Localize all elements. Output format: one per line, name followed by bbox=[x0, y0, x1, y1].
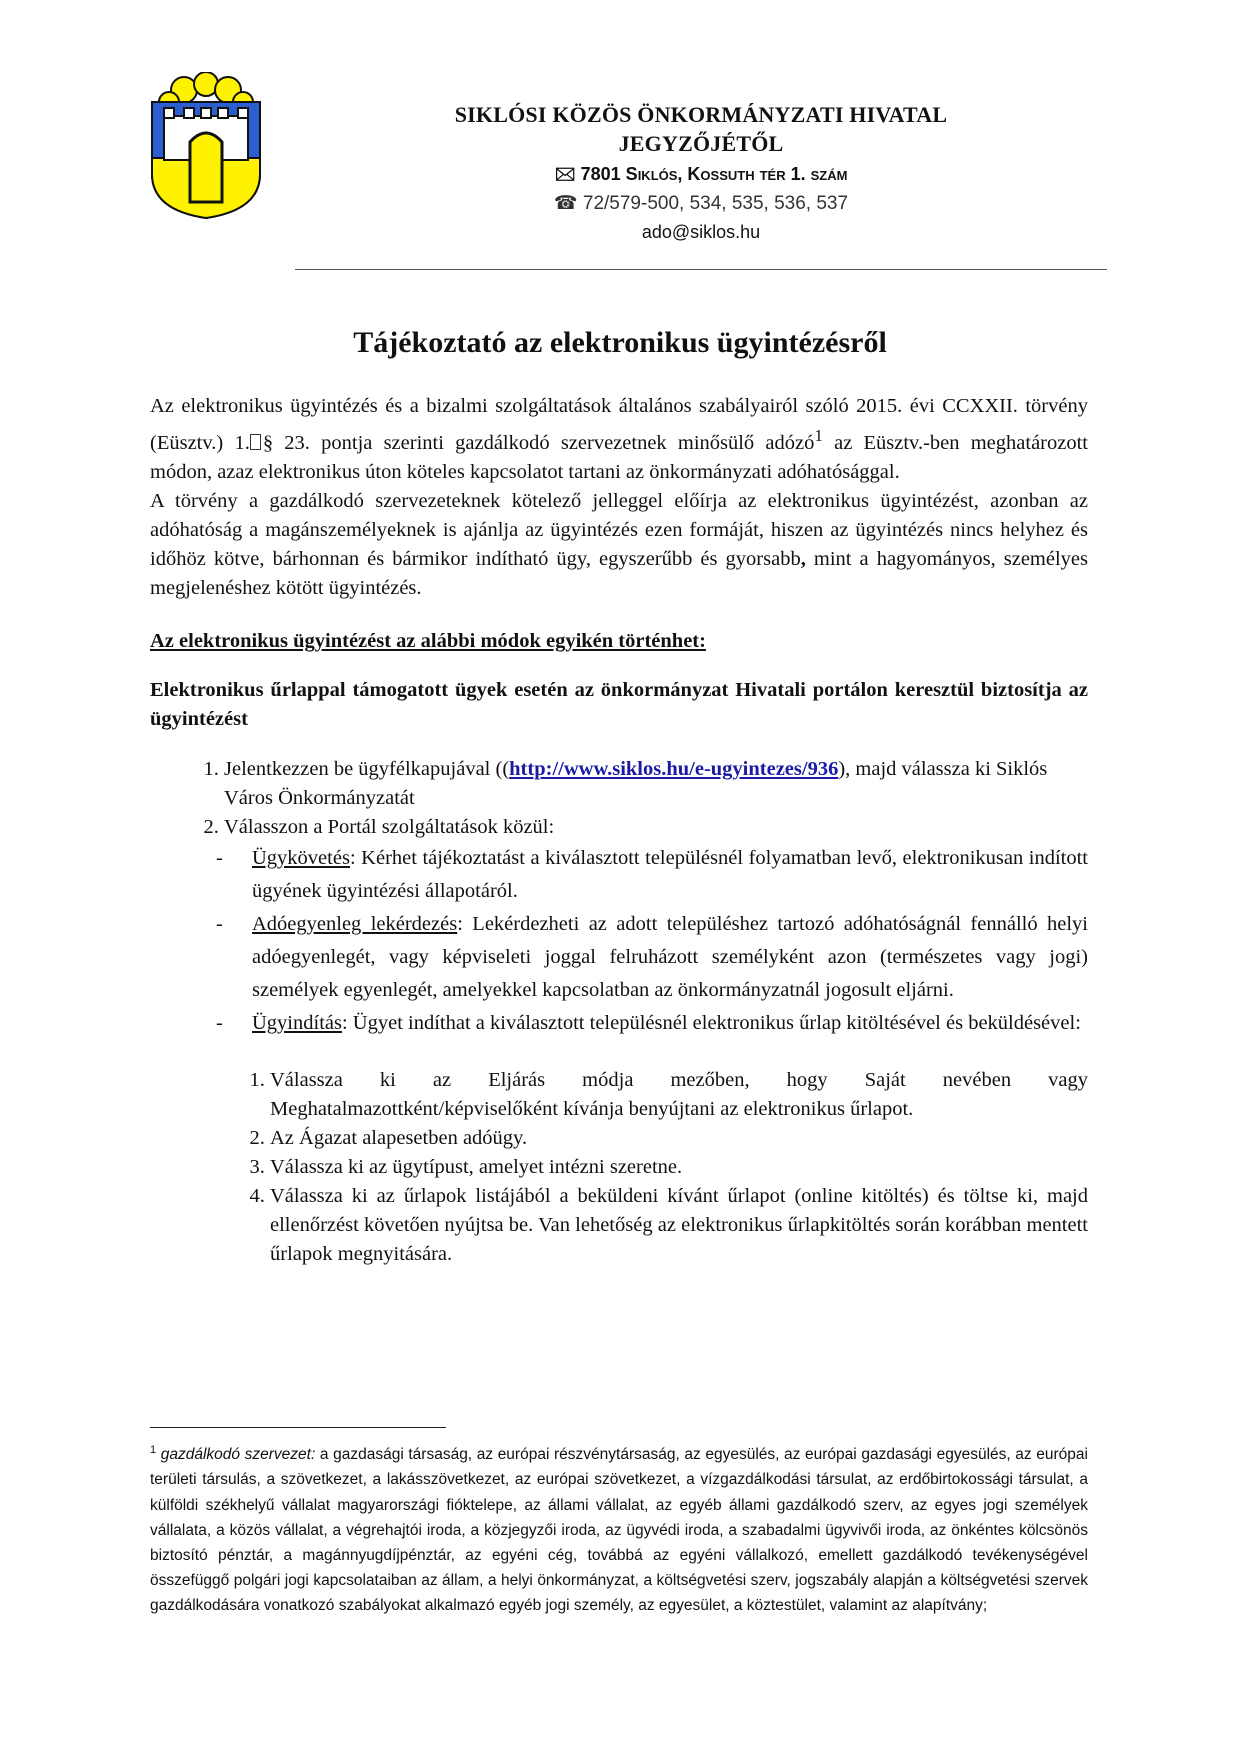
footnote-term: gazdálkodó szervezet: bbox=[160, 1446, 316, 1464]
footnote-mark: 1 bbox=[150, 1444, 157, 1456]
intro-paragraph-1: Az elektronikus ügyintézés és a bizalmi szolgáltatások általános szabályairól szóló 2015. évi CCXXII. törvény (Eüsztv.) 1. § 23. pontja szerinti gazdálkodó szervezetnek minősülő adózó$^1$ az Eüsztv.-ben meghatározott módon, azaz elektronikus úton köteles kapcsolatot tartani az önkormányzati adóhatósággal. bbox=[150, 395, 1088, 483]
header-divider bbox=[295, 269, 1107, 270]
footnote-ref[interactable]: 1 bbox=[814, 426, 823, 445]
step-1: 1. Jelentkezzen be ügyfélkapujával ((http://www.siklos.hu/e-ugyintezes/936), majd válassza ki Siklós Város Önkormányzatát bbox=[224, 755, 1088, 813]
service-ugykovetes: - Ügykövetés: Kérhet tájékoztatást a kiválasztott településnél folyamatban levő, elektronikusan indított ügyének ügyintézési állapotáról. bbox=[216, 846, 1088, 902]
coat-of-arms-logo bbox=[150, 72, 262, 220]
footnote bbox=[150, 1438, 1088, 1619]
services-list bbox=[216, 842, 1088, 1040]
letterhead bbox=[295, 100, 1107, 247]
telephone-icon: ☎ bbox=[553, 193, 578, 214]
page-title: Tájékoztató az elektronikus ügyintézésről bbox=[353, 326, 887, 359]
missing-glyph-box bbox=[250, 434, 261, 450]
footnote-divider bbox=[150, 1427, 446, 1428]
address-text: 7801 Siklós, Kossuth tér 1. szám bbox=[580, 164, 848, 184]
phone-text: 72/579-500, 534, 535, 536, 537 bbox=[582, 193, 849, 214]
envelope-icon: 🖂 bbox=[554, 164, 576, 184]
service-ugyinditas: - Ügyindítás: Ügyet indíthat a kiválasztott településnél elektronikus űrlap kitöltésével és beküldésével: bbox=[216, 1011, 1081, 1034]
service-adoegyenleg: - Adóegyenleg lekérdezés: Lekérdezheti az adott településhez tartozó adóhatóságnál fennálló helyi adóegyenlegét, vagy képviseleti joggal felruházott személyként azon (természetes vagy jogi) személyek egyenlegét, amelyekkel kapcsolatban az önkormányzatnál jogosult eljárni. bbox=[216, 912, 1088, 1001]
address-line bbox=[295, 160, 1107, 189]
document-body bbox=[150, 392, 1088, 1269]
steps-list bbox=[150, 755, 1088, 1040]
substep-4: 4. Válassza ki az űrlapok listájából a beküldeni kívánt űrlapot (online kitöltés) és töltse ki, majd ellenőrzést követően nyújtsa be. Van lehetőség az elektronikus űrlapkitöltés során korábban mentett űrlapok megnyitására. bbox=[270, 1182, 1088, 1269]
step-2: 2. Válasszon a Portál szolgáltatások közül: - Ügykövetés: Kérhet tájékoztatást a kiválasztott településnél folyamatban levő, elektronikusan indított ügyének ügyintézési állapotáról. - Adóegyenleg lekérdezés: Lekérdezheti az adott településhez tartozó adóhatóságnál fennálló helyi adóegyenlegét, vagy képviseleti joggal felruházott személyként azon (természetes vagy jogi) személyek egyenlegét, amelyekkel kapcsolatban az önkormányzatnál jogosult eljárni. - Ügyindítás: Ügyet indíthat a kiválasztott településnél elektronikus űrlap kitöltésével és beküldésével: bbox=[224, 813, 1088, 1040]
e-ugyintezes-link[interactable]: http://www.siklos.hu/e-ugyintezes/936 bbox=[509, 757, 839, 780]
email-text[interactable]: ado@siklos.hu bbox=[641, 222, 761, 242]
substep-2: 2. Az Ágazat alapesetben adóügy. bbox=[270, 1124, 1088, 1153]
section-title: Az elektronikus ügyintézést az alábbi módok egyikén történhet: bbox=[150, 629, 706, 652]
phone-line bbox=[295, 189, 1107, 218]
org-name-line2: JEGYZŐJÉTŐL bbox=[618, 131, 784, 156]
footnote-text: a gazdasági társaság, az európai részvénytársaság, az egyesülés, az európai gazdasági egyesülés, az európai területi társulás, a szövetkezet, a lakásszövetkezet, az európai szövetkezet, a vízgazdálkodási társulat, az erdőbirtokossági társulat, a külföldi székhelyű vállalat magyarországi fióktelepe, az állami vállalat, az egyéb állami gazdálkodó szerv, az egyes jogi személyek vállalata, a közös vállalat, a végrehajtói iroda, a közjegyzői iroda, az ügyvédi iroda, a szabadalmi ügyvivői iroda, az önkéntes kölcsönös biztosító pénztár, a magánnyugdíjpénztár, az egyéni cég, továbbá az egyéni vállalkozó, emellett gazdálkodó tevékenységével összefüggő polgári jogi kapcsolataiban az állam, a helyi önkormányzat, a költségvetési szerv, jogszabály alapján a költségvetési szervek gazdálkodására vonatkozó szabályokat alkalmazó egyéb jogi személy, az egyesület, a köztestület, valamint az alapítvány; bbox=[150, 1446, 1088, 1615]
substep-1: 1. Válassza ki az Eljárás módja mezőben, hogy Saját nevében vagy Meghatalmazottként/képviselőként kívánja benyújtani az elektronikus űrlapot. bbox=[270, 1066, 1088, 1124]
substeps-list bbox=[150, 1066, 1088, 1269]
org-name-line1: SIKLÓSI KÖZÖS ÖNKORMÁNYZATI HIVATAL bbox=[454, 102, 948, 127]
portal-intro: Elektronikus űrlappal támogatott ügyek esetén az önkormányzat Hivatali portálon keresztül biztosítja az ügyintézést bbox=[150, 678, 1088, 730]
intro-paragraph-2: A törvény a gazdálkodó szervezeteknek kötelező jelleggel előírja az elektronikus ügyintézést, azonban az adóhatóság a magánszemélyeknek is ajánlja az ügyintézés ezen formáját, hiszen az ügyintézés nincs helyhez és időhöz kötve, bárhonnan és bármikor indítható ügy, egyszerűbb és gyorsabb, mint a hagyományos, személyes megjelenéshez kötött ügyintézés. bbox=[150, 489, 1088, 599]
substep-3: 3. Válassza ki az ügytípust, amelyet intézni szeretne. bbox=[270, 1153, 1088, 1182]
